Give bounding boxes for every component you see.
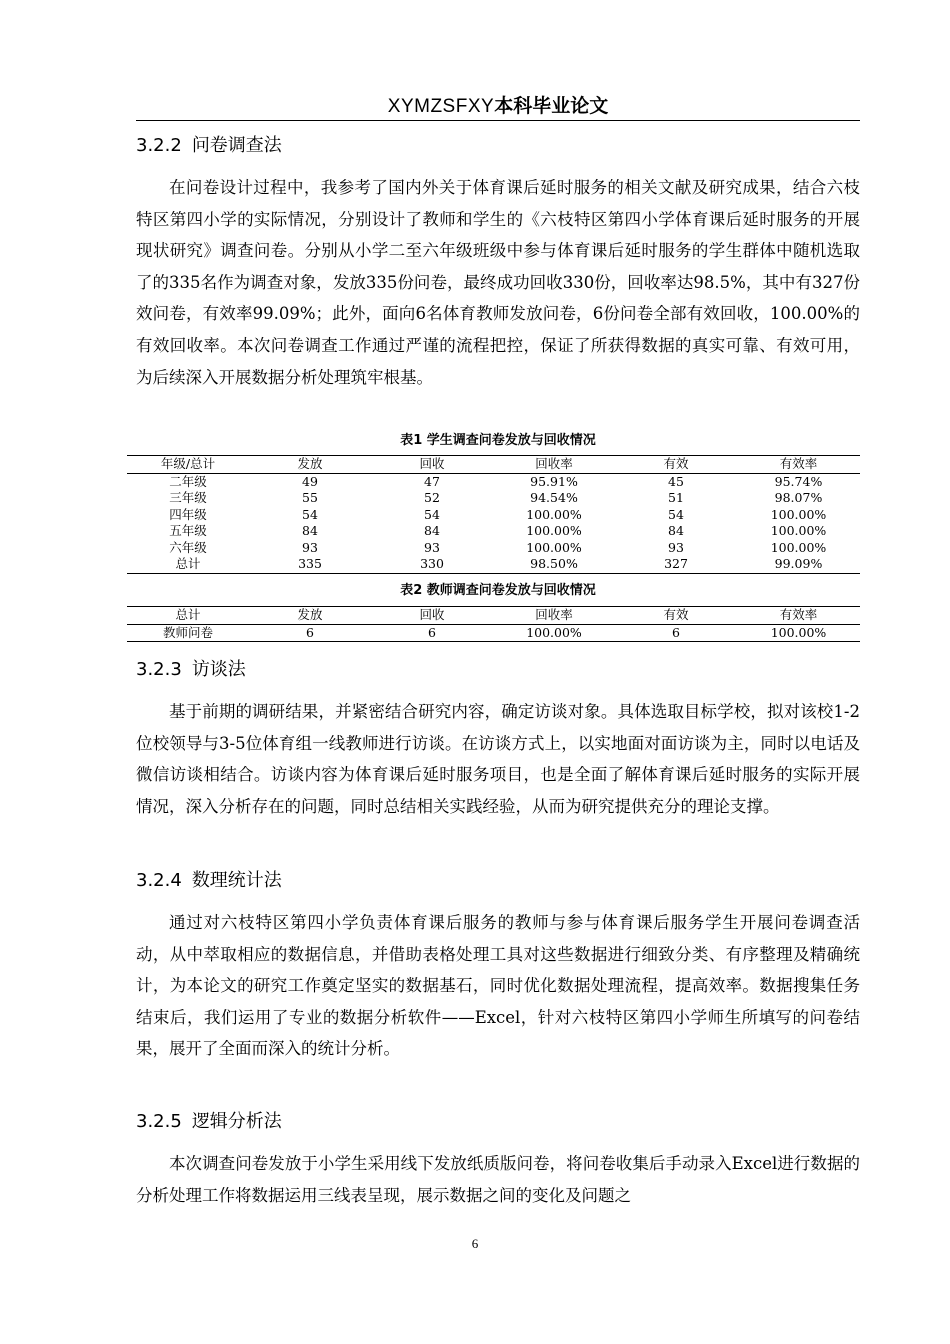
column-header: 回收率 [493,607,615,625]
table-cell: 总计 [127,556,249,573]
section-heading-3-2-5 [136,1110,282,1134]
table-row [127,507,860,524]
table-cell: 84 [424,523,440,538]
column-header: 有效率 [737,607,860,625]
table-cell: 84 [668,523,684,538]
column-header: 有效 [615,456,737,474]
table-cell: 6 [615,624,737,642]
page-number: 6 [471,1236,479,1251]
table-header-row [127,607,860,625]
table-cell: 55 [302,490,318,505]
table-cell: 327 [615,556,737,573]
table-cell: 六年级 [169,539,207,555]
table-cell: 54 [668,506,684,522]
table-cell: 三年级 [169,490,207,505]
section-number: 3.2.4 [136,870,182,891]
table-cell: 6 [249,624,371,642]
table-cell: 二年级 [169,473,207,489]
column-header: 有效率 [737,456,860,474]
paragraph-logic-method: 本次调查问卷发放于小学生采用线下发放纸质版问卷，将问卷收集后手动录入Excel进行数据的分析处理工作将数据运用三线表呈现，展示数据之间的变化及问题之 [136,1154,860,1205]
table-row [127,523,860,540]
table-cell: 54 [424,506,440,522]
table-cell: 五年级 [169,523,207,538]
header-thesis-label: 本科毕业论文 [494,95,609,117]
column-header: 发放 [249,456,371,474]
table-cell: 94.54% [530,490,578,505]
section-heading-3-2-3 [136,658,246,682]
table-cell: 100.00% [770,539,827,555]
table-cell: 教师问卷 [127,624,249,642]
table-cell: 6 [371,624,493,642]
section-heading-3-2-2 [136,134,282,158]
column-header: 回收 [371,607,493,625]
table-cell: 84 [302,523,318,538]
column-header: 年级/总计 [127,456,249,474]
table-cell: 47 [424,473,440,489]
paragraph-questionnaire-method: 在问卷设计过程中，我参考了国内外关于体育课后延时服务的相关文献及研究成果，结合六枝特区第四小学的实际情况，分别设计了教师和学生的《六枝特区第四小学体育课后延时服务的开展现状研究》调查问卷。分别从小学二至六年级班级中参与体育课后延时服务的学生群体中随机选取了的335名作为调查对象，发放335份问卷，最终成功回收330份，回收率达98.5%，其中有327份效问卷，有效率99.09%；此外，面向6名体育教师发放问卷，6份问卷全部有效回收，100.00%的有效回收率。本次问卷调查工作通过严谨的流程把控，保证了所获得数据的真实可靠、有效可用，为后续深入开展数据分析处理筑牢根基。 [136,178,860,387]
table-cell: 93 [668,539,684,555]
section-title: 问卷调查法 [191,135,282,156]
paragraph-statistics-method: 通过对六枝特区第四小学负责体育课后服务的教师与参与体育课后服务学生开展问卷调查活动，从中萃取相应的数据信息，并借助表格处理工具对这些数据进行细致分类、有序整理及精确统计，为本论文的研究工作奠定坚实的数据基石，同时优化数据处理流程，提高效率。数据搜集任务结束后，我们运用了专业的数据分析软件——Excel，针对六枝特区第四小学师生所填写的问卷结果，展开了全面而深入的统计分析。 [136,913,860,1059]
table2-teacher-survey [127,606,860,642]
page-header [136,92,860,121]
table-cell: 95.74% [774,473,823,489]
table-cell: 54 [302,506,318,522]
table-cell: 93 [424,539,440,555]
table-row [127,490,860,507]
column-header: 回收 [371,456,493,474]
section-number: 3.2.5 [136,1111,182,1132]
table-cell: 100.00% [770,506,827,522]
table-cell: 51 [668,490,684,505]
table-cell: 98.50% [493,556,615,573]
column-header: 有效 [615,607,737,625]
table-cell: 100.00% [493,624,615,642]
table-cell: 330 [371,556,493,573]
header-school-code: XYMZSFXY [387,96,495,117]
section-heading-3-2-4 [136,869,282,893]
table-cell: 98.07% [774,490,823,505]
table-row-total [127,556,860,573]
table2-caption: 表2 教师调查问卷发放与回收情况 [400,583,596,598]
table-cell: 100.00% [526,506,582,522]
table-cell: 100.00% [737,624,860,642]
table-cell: 100.00% [526,523,582,538]
table-row [127,473,860,490]
table-cell: 四年级 [169,506,207,522]
table-cell: 99.09% [737,556,860,573]
table-row [127,540,860,557]
table-cell: 52 [424,490,440,505]
column-header: 总计 [127,607,249,625]
table-cell: 95.91% [530,473,578,489]
section-title: 访谈法 [191,659,246,680]
table-row [127,624,860,642]
column-header: 发放 [249,607,371,625]
section-title: 数理统计法 [191,870,282,891]
table-cell: 100.00% [770,523,827,538]
section-number: 3.2.3 [136,659,182,680]
paragraph-interview-method: 基于前期的调研结果，并紧密结合研究内容，确定访谈对象。具体选取目标学校，拟对该校1-2位校领导与3-5位体育组一线教师进行访谈。在访谈方式上，以实地面对面访谈为主，同时以电话及微信访谈相结合。访谈内容为体育课后延时服务项目，也是全面了解体育课后延时服务的实际开展情况，深入分析存在的问题，同时总结相关实践经验，从而为研究提供充分的理论支撑。 [136,702,860,816]
table-cell: 93 [302,539,318,555]
section-title: 逻辑分析法 [191,1111,282,1132]
table1-student-survey [127,455,860,574]
table-cell: 49 [302,473,318,489]
column-header: 回收率 [493,456,615,474]
table1-caption: 表1 学生调查问卷发放与回收情况 [400,433,596,448]
table-cell: 335 [249,556,371,573]
table-header-row [127,456,860,474]
table-cell: 100.00% [526,539,582,555]
table-cell: 45 [668,473,684,489]
section-number: 3.2.2 [136,135,182,156]
